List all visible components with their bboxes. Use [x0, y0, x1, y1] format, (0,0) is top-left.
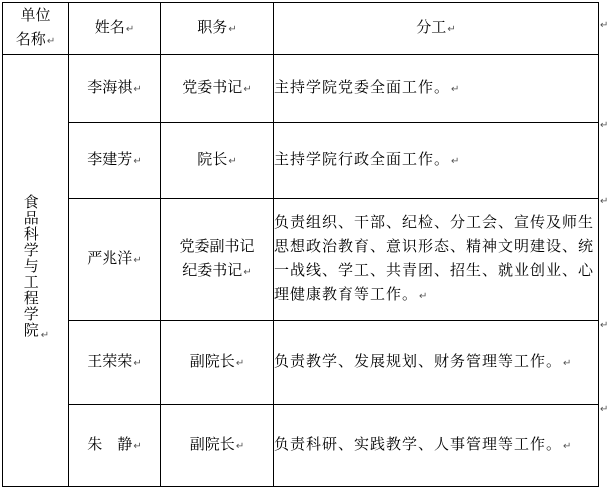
paragraph-mark: ↵: [235, 441, 245, 452]
name-cell: [69, 321, 161, 405]
row-end-mark: ↵: [600, 120, 609, 131]
name-cell: [69, 405, 161, 487]
post-cell: [161, 405, 274, 487]
duty-cell: [274, 321, 599, 405]
paragraph-mark: ↵: [133, 358, 142, 369]
unit-name: 食品科学与工程学院: [21, 193, 40, 338]
unit-cell: [3, 55, 69, 487]
paragraph-mark: ↵: [451, 156, 461, 167]
person-name: 王荣荣: [87, 352, 133, 370]
person-name: 严兆洋: [87, 249, 133, 267]
table-row: [3, 123, 599, 199]
duty-table: [2, 2, 599, 487]
name-cell: [69, 123, 161, 199]
table-row: [3, 55, 599, 123]
header-row: [3, 3, 599, 55]
duty-cell: [274, 405, 599, 487]
name-cell: [69, 199, 161, 321]
duty-cell: [274, 199, 599, 321]
paragraph-mark: ↵: [228, 156, 237, 167]
row-end-mark: ↵: [600, 404, 609, 415]
person-duty: 负责科研、实践教学、人事管理等工作。: [274, 435, 563, 453]
person-duty: 负责教学、发展规划、财务管理等工作。: [274, 352, 563, 370]
header-unit-line2: 名称: [15, 30, 46, 48]
header-name: [69, 3, 161, 55]
table-row: [3, 321, 599, 405]
paragraph-mark: ↵: [563, 358, 573, 369]
name-cell: [69, 55, 161, 123]
post-cell: [161, 123, 274, 199]
person-post: 副院长: [189, 352, 235, 370]
header-duty-label: 分工: [416, 18, 447, 36]
person-duty: 主持学院党委全面工作。: [274, 78, 451, 96]
person-name: 朱 静: [87, 435, 133, 453]
paragraph-mark: ↵: [243, 267, 252, 278]
post-cell: [161, 321, 274, 405]
paragraph-mark: ↵: [228, 24, 237, 35]
post-cell: [161, 199, 274, 321]
person-name: 李建芳: [87, 150, 133, 168]
paragraph-mark: ↵: [46, 36, 56, 47]
paragraph-mark: ↵: [243, 84, 252, 95]
person-post: 副院长: [189, 435, 235, 453]
paragraph-mark: ↵: [235, 358, 245, 369]
paragraph-mark: ↵: [125, 24, 135, 35]
person-post-line1: 党委副书记: [179, 237, 255, 255]
paragraph-mark: ↵: [563, 441, 573, 452]
person-duty: 负责组织、干部、纪检、分工会、宣传及师生思想政治教育、意识形态、精神文明建设、统一战线、学工、共青团、招生、就业创业、心理健康教育等工作。: [274, 213, 595, 303]
duty-cell: [274, 55, 599, 123]
row-end-mark: ↵: [600, 196, 609, 207]
duty-cell: [274, 123, 599, 199]
paragraph-mark: ↵: [133, 84, 142, 95]
table-row: [3, 199, 599, 321]
person-post: 院长: [197, 150, 228, 168]
header-duty: [274, 3, 599, 55]
header-unit-line1: 单位: [20, 6, 51, 24]
table-row: [3, 405, 599, 487]
person-duty: 主持学院行政全面工作。: [274, 150, 451, 168]
paragraph-mark: ↵: [133, 441, 142, 452]
header-post: [161, 3, 274, 55]
paragraph-mark: ↵: [419, 291, 429, 302]
header-post-label: 职务: [197, 18, 228, 36]
person-name: 李海祺: [87, 78, 133, 96]
paragraph-mark: ↵: [40, 329, 50, 341]
paragraph-mark: ↵: [451, 84, 461, 95]
paragraph-mark: ↵: [133, 156, 142, 167]
post-cell: [161, 55, 274, 123]
header-name-label: 姓名: [94, 18, 125, 36]
paragraph-mark: ↵: [133, 255, 142, 266]
header-unit: [3, 3, 69, 55]
paragraph-mark: ↵: [447, 24, 456, 35]
row-end-mark: ↵: [600, 20, 609, 31]
person-post-line2: 纪委书记: [182, 261, 243, 279]
person-post: 党委书记: [182, 78, 243, 96]
row-end-mark: ↵: [600, 320, 609, 331]
